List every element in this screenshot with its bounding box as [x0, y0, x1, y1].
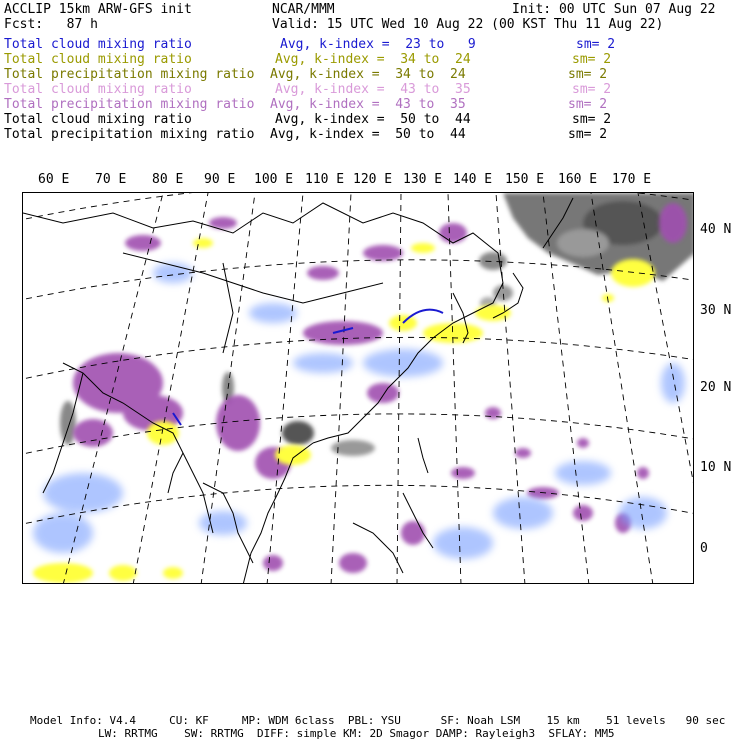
legend-field: Total precipitation mixing ratio — [4, 67, 255, 82]
lon-label: 150 E — [505, 172, 545, 187]
lon-label: 140 E — [453, 172, 493, 187]
legend-avg: Avg, k-index = 34 to 24 — [270, 67, 466, 82]
model-info-line2: LW: RRTMG SW: RRTMG DIFF: simple KM: 2D Smagor DAMP: Rayleigh3 SFLAY: MM5 — [98, 727, 615, 740]
legend-sm: sm= 2 — [572, 52, 612, 67]
lon-label: 110 E — [305, 172, 345, 187]
legend-avg: Avg, k-index = 43 to 35 — [270, 97, 466, 112]
lat-label: 30 N — [700, 303, 732, 318]
lon-label: 120 E — [353, 172, 393, 187]
model-title: ACCLIP 15km ARW-GFS init — [4, 2, 192, 17]
legend-sm: sm= 2 — [568, 97, 608, 112]
lat-label: 40 N — [700, 222, 732, 237]
lon-label: 100 E — [254, 172, 294, 187]
org-label: NCAR/MMM — [272, 2, 335, 17]
legend-sm: sm= 2 — [572, 82, 612, 97]
legend-field: Total cloud mixing ratio — [4, 82, 192, 97]
lon-label: 160 E — [558, 172, 598, 187]
legend-sm: sm= 2 — [568, 67, 608, 82]
legend-avg: Avg, k-index = 50 to 44 — [275, 112, 471, 127]
map-canvas — [23, 193, 694, 584]
forecast-hour: Fcst: 87 h — [4, 17, 98, 32]
legend-sm: sm= 2 — [576, 37, 616, 52]
legend-avg: Avg, k-index = 50 to 44 — [270, 127, 466, 142]
legend-field: Total precipitation mixing ratio — [4, 127, 255, 142]
legend-field: Total cloud mixing ratio — [4, 112, 192, 127]
lat-label: 10 N — [700, 460, 732, 475]
legend-sm: sm= 2 — [568, 127, 608, 142]
init-time: Init: 00 UTC Sun 07 Aug 22 — [512, 2, 716, 17]
lon-label: 70 E — [95, 172, 127, 187]
lon-label: 130 E — [403, 172, 443, 187]
lon-label: 60 E — [38, 172, 70, 187]
lon-label: 90 E — [204, 172, 236, 187]
legend-avg: Avg, k-index = 23 to 9 — [280, 37, 476, 52]
legend-avg: Avg, k-index = 43 to 35 — [275, 82, 471, 97]
lon-label: 170 E — [612, 172, 652, 187]
lat-label: 20 N — [700, 380, 732, 395]
legend-field: Total cloud mixing ratio — [4, 52, 192, 67]
lat-label: 0 — [700, 541, 708, 556]
map-panel — [22, 192, 694, 584]
model-info-line1: Model Info: V4.4 CU: KF MP: WDM 6class PBL: YSU SF: Noah LSM 15 km 51 levels 90 sec — [30, 714, 726, 727]
valid-time: Valid: 15 UTC Wed 10 Aug 22 (00 KST Thu 11 Aug 22) — [272, 17, 664, 32]
legend-field: Total precipitation mixing ratio — [4, 97, 255, 112]
lon-label: 80 E — [152, 172, 184, 187]
legend-sm: sm= 2 — [572, 112, 612, 127]
legend-field: Total cloud mixing ratio — [4, 37, 192, 52]
legend-avg: Avg, k-index = 34 to 24 — [275, 52, 471, 67]
